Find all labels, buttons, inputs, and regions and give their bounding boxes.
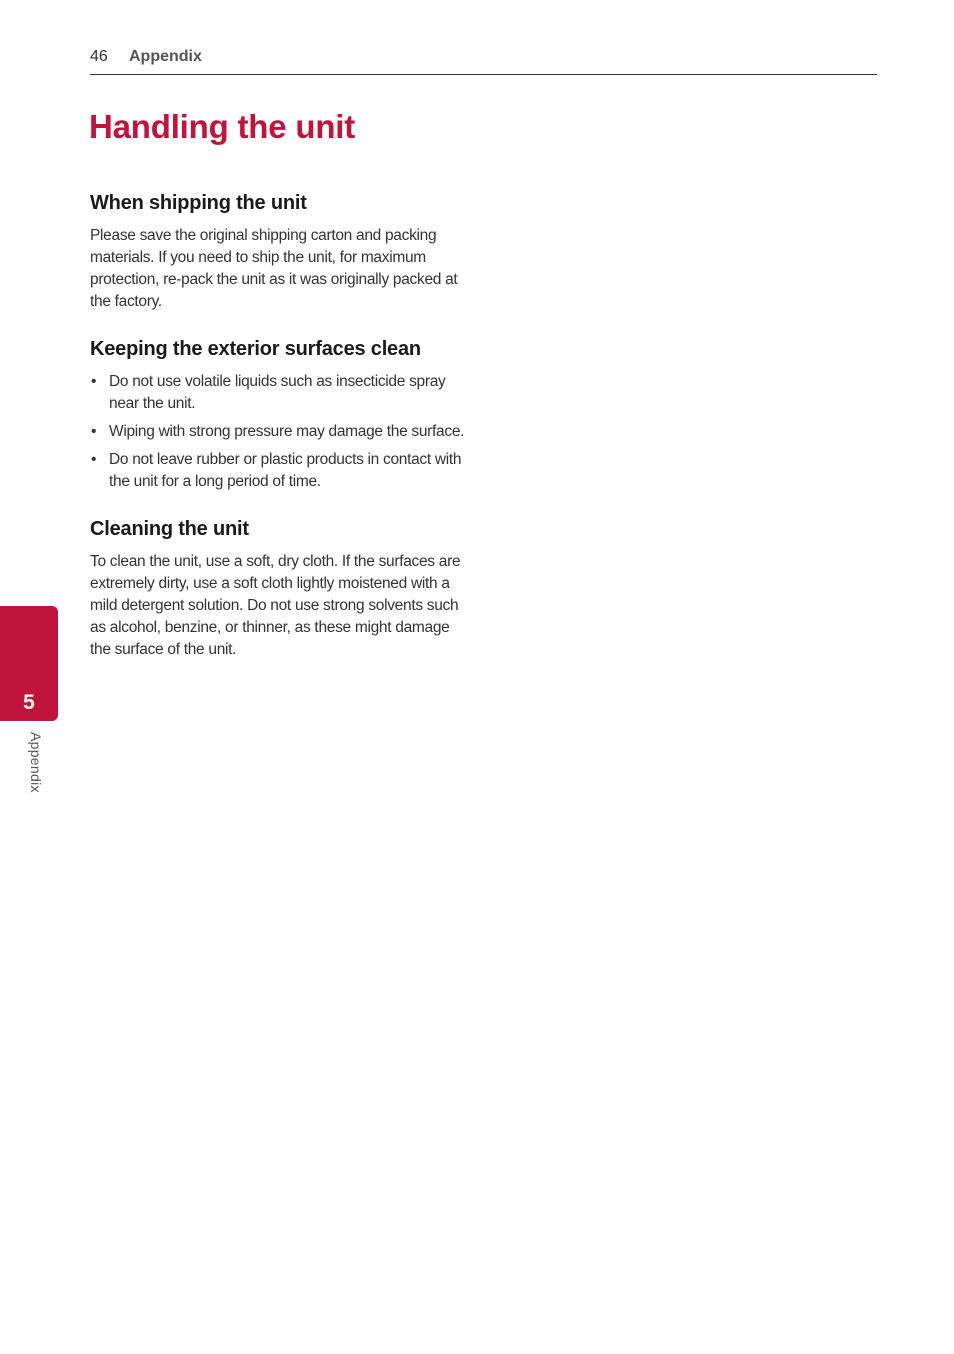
section-heading: Cleaning the unit — [90, 518, 249, 540]
bullet-icon: • — [91, 423, 97, 440]
bullet-icon: • — [91, 451, 97, 468]
page-header — [90, 48, 877, 75]
section-paragraph: Please save the original shipping carton and packing materials. If you need to ship the unit, for maximum protection, re-pack the unit as it was originally packed at the factory. — [90, 227, 458, 310]
page-number: 46 — [90, 48, 108, 65]
page-title: Handling the unit — [89, 108, 356, 145]
list-item-text: Do not leave rubber or plastic products in contact with the unit for a long period of time. — [109, 451, 462, 490]
chapter-label: Appendix — [28, 732, 44, 793]
section-exterior-clean — [90, 335, 468, 493]
chapter-number: 5 — [23, 691, 35, 714]
list-item — [90, 449, 468, 493]
list-item-text: Wiping with strong pressure may damage the surface. — [109, 423, 465, 440]
main-content — [90, 189, 468, 683]
section-heading: When shipping the unit — [90, 192, 307, 214]
bullet-icon: • — [91, 373, 97, 390]
section-heading: Keeping the exterior surfaces clean — [90, 338, 421, 360]
chapter-tab — [0, 606, 58, 721]
header-section-name: Appendix — [129, 48, 202, 65]
list-item-text: Do not use volatile liquids such as insecticide spray near the unit. — [109, 373, 446, 412]
section-paragraph: To clean the unit, use a soft, dry cloth. If the surfaces are extremely dirty, use a soft cloth lightly moistened with a mild detergent solution. Do not use strong solvents such as alcohol, benzine, or thinner, as these might damage the surface of the unit. — [90, 553, 461, 658]
bullet-list — [90, 371, 468, 493]
section-cleaning — [90, 515, 468, 661]
list-item — [90, 421, 468, 443]
section-shipping — [90, 189, 468, 313]
list-item — [90, 371, 468, 415]
